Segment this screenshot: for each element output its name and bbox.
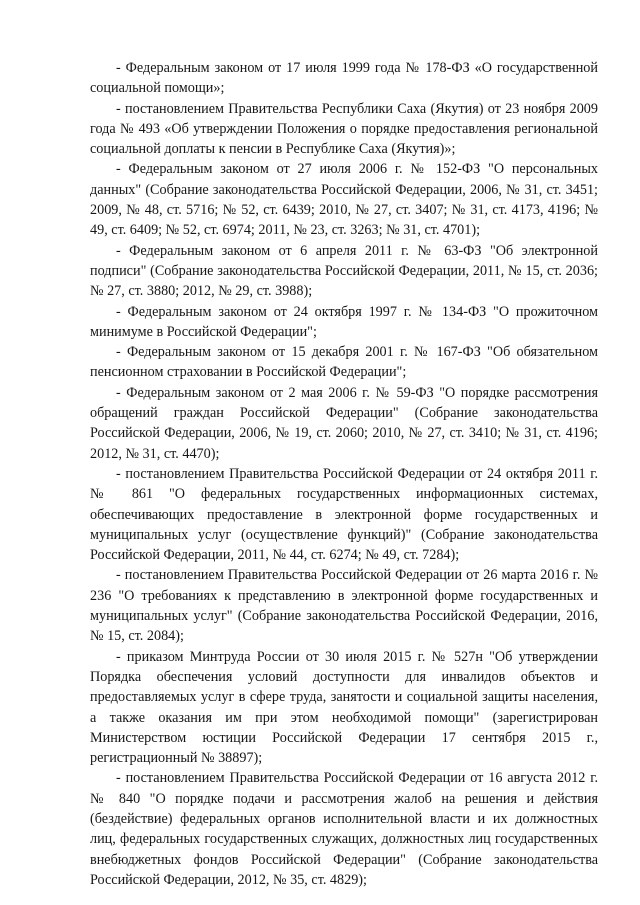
legal-reference-paragraph: - постановлением Правительства Республики Саха (Якутия) от 23 ноября 2009 года № 493 «Об утверждении Положения о порядке предоставления региональной социальной доплаты к пенсии в Республике Саха (Якутия)»;	[90, 100, 598, 158]
legal-reference-paragraph: - постановлением Правительства Российской Федерации от 16 августа 2012 г. № 840 "О порядке подачи и рассмотрения жалоб на решения и действия (бездействие) федеральных органов исполнительной власти и их должностных лиц, федеральных государственных служащих, должностных лиц государственных внебюджетных фондов Российской Федерации" (Собрание законодательства Российской Федерации, 2012, № 35, ст. 4829);	[90, 770, 598, 888]
legal-reference-paragraph: - Федеральным законом от 2 мая 2006 г. № 59-ФЗ "О порядке рассмотрения обращений граждан Российской Федерации" (Собрание законодательства Российской Федерации, 2006, № 19, ст. 2060; 2010, № 27, ст. 3410; № 31, ст. 4196; 2012, № 31, ст. 4470);	[90, 384, 598, 462]
legal-reference-paragraph: - Федеральным законом от 6 апреля 2011 г. № 63-ФЗ "Об электронной подписи" (Собрание законодательства Российской Федерации, 2011, № 15, ст. 2036; № 27, ст. 3880; 2012, № 29, ст. 3988);	[90, 242, 598, 300]
legal-reference-paragraph: - Федеральным законом от 27 июля 2006 г. № 152-ФЗ "О персональных данных" (Собрание законодательства Российской Федерации, 2006, № 31, ст. 3451; 2009, № 48, ст. 5716; № 52, ст. 6439; 2010, № 27, ст. 3407; № 31, ст. 4173, 4196; № 49, ст. 6409; № 52, ст. 6974; 2011, № 23, ст. 3263; № 31, ст. 4701);	[90, 161, 598, 239]
legal-reference-paragraph: - Федеральным законом от 15 декабря 2001 г. № 167-ФЗ "Об обязательном пенсионном страховании в Российской Федерации";	[90, 344, 598, 381]
legal-reference-paragraph: - постановлением Правительства Российской Федерации от 24 октября 2011 г. № 861 "О федеральных государственных информационных системах, обеспечивающих предоставление в электронной форме государственных и муниципальных услуг (осуществление функций)" (Собрание законодательства Российской Федерации, 2011, № 44, ст. 6274; № 49, ст. 7284);	[90, 465, 598, 564]
document-body	[90, 58, 598, 890]
legal-reference-paragraph: - приказом Минтруда России от 30 июля 2015 г. № 527н "Об утверждении Порядка обеспечения условий доступности для инвалидов объектов и предоставляемых услуг в сфере труда, занятости и социальной защиты населения, а также оказания им при этом необходимой помощи" (зарегистрирован Министерством юстиции Российской Федерации 17 сентября 2015 г., регистрационный № 38897);	[90, 648, 598, 767]
legal-reference-paragraph: - Федеральным законом от 17 июля 1999 года № 178-ФЗ «О государственной социальной помощи»;	[90, 60, 598, 97]
legal-reference-paragraph: - Федеральным законом от 24 октября 1997 г. № 134-ФЗ "О прожиточном минимуме в Российской Федерации";	[90, 303, 598, 340]
legal-reference-paragraph: - постановлением Правительства Российской Федерации от 26 марта 2016 г. № 236 "О требованиях к представлению в электронной форме государственных и муниципальных услуг" (Собрание законодательства Российской Федерации, 2016, № 15, ст. 2084);	[90, 567, 598, 645]
